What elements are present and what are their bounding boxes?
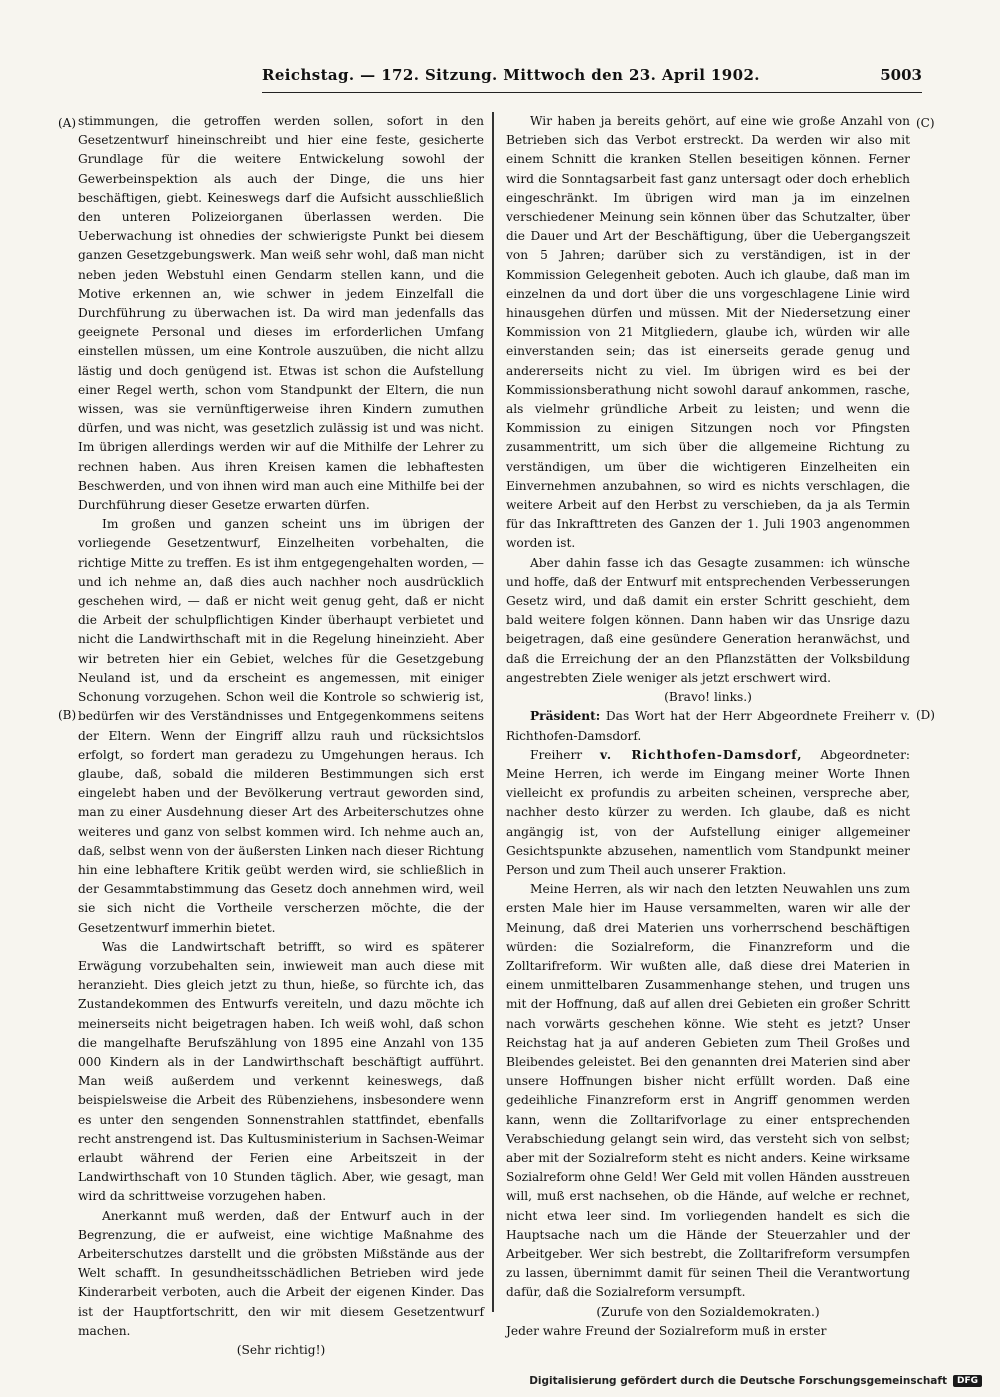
page-number: 5003 [880, 66, 922, 84]
speaker-name: v. Richthofen-Damsdorf, [600, 747, 803, 762]
left-paragraph-1: stimmungen, die getroffen werden sollen, sofort in den Gesetzentwurf hineinschreibt und hier eine feste, gesicherte Grundlage für die weitere Entwickelung sowohl der Gewerbeinspektion als auch der Dinge, die uns hier beschäftigen, giebt. Keineswegs darf die Aufsicht ausschließlich den unteren Polizeiorganen überlassen werden. Die Ueberwachung ist ohnedies der schwierigste Punkt bei diesem ganzen Gesetzgebungswerk. Man weiß sehr wohl, daß man nicht neben jeden Webstuhl einen Gendarm stellen kann, und die Motive erkennen an, wie schwer in jedem Einzelfall die Durchführung zu überwachen ist. Da wird man jedenfalls das geeignete Personal und dieses im erforderlichen Umfang einstellen müssen, um eine Kontrole auszuüben, die nicht allzu lästig und doch genügend ist. Etwas ist schon die Aufstellung einer Regel werth, schon vom Standpunkt der Eltern, die nun wissen, was sie vernünftigerweise ihren Kindern zumuthen dürfen, und was nicht, was gesetzlich zulässig ist und was nicht. Im übrigen allerdings werden wir auf die Mithilfe der Lehrer zu rechnen haben. Aus ihren Kreisen kamen die lebhaftesten Beschwerden, und von ihnen wird man auch eine Mithilfe bei der Durchführung dieser Gesetze erwarten dürfen. [78, 114, 484, 513]
left-paragraph-3: Was die Landwirtschaft betrifft, so wird es späterer Erwägung vorzubehalten sein, inwieweit man auch diese mit heranzieht. Dies gleich jetzt zu thun, hieße, so fürchte ich, das Zustandekommen des Entwurfs vereiteln, und dazu möchte ich meinerseits nicht beigetragen haben. Ich weiß wohl, daß schon die mangelhafte Berufszählung von 1895 eine Anzahl von 135 000 Kindern als in der Landwirthschaft beschäftigt aufführt. Man weiß außerdem und verkennt keineswegs, daß beispielsweise die Arbeit des Rübenziehens, insbesondere wenn es unter den sengenden Sonnenstrahlen stattfindet, ebenfalls recht anstrengend ist. Das Kultusministerium in Sachsen-Weimar erlaubt während der Ferien eine Arbeitszeit in der Landwirthschaft von 10 Stunden täglich. Aber, wie gesagt, man wird da schrittweise vorzugehen haben. [78, 939, 484, 1204]
president-label: Präsident: [530, 709, 601, 724]
right-column [506, 112, 910, 1341]
footer-text: Digitalisierung gefördert durch die Deutsche Forschungsgemeinschaft [529, 1375, 947, 1387]
right-paragraph-1: Wir haben ja bereits gehört, auf eine wie große Anzahl von Betrieben sich das Verbot erstreckt. Da werden wir also mit einem Schnitt die kranken Stellen beseitigen können. Ferner wird die Sonntagsarbeit fast ganz untersagt oder doch erheblich eingeschränkt. Im übrigen wird man ja im einzelnen verschiedener Meinung sein können über das Schutzalter, über die Dauer und Art der Beschäftigung, über die Uebergangszeit von 5 Jahren; darüber sich zu verständigen, ist in der Kommission Gelegenheit geboten. Auch ich glaube, daß man im einzelnen da und dort über die uns vorgeschlagene Linie wird hinausgehen dürfen und müssen. Mit der Niedersetzung einer Kommission von 21 Mitgliedern, glaube ich, würden wir alle einverstanden sein; das ist einerseits gerade genug und andererseits nicht zu viel. Im übrigen wird es bei der Kommissionsberathung nicht sowohl darauf ankommen, rasche, als vielmehr gründliche Arbeit zu leisten; und wenn die Kommission zu einigen Sitzungen noch vor Pfingsten zusammentritt, um sich über die allgemeine Richtung zu verständigen, um über die wichtigeren Einzelheiten ein Einvernehmen anzubahnen, so wird es nichts verschlagen, die weitere Arbeit auf den Herbst zu verschieben, da ja als Termin für das Inkrafttreten des Ganzen der 1. Juli 1903 angenommen worden ist. [506, 114, 910, 551]
right-paragraph-2: Aber dahin fasse ich das Gesagte zusammen: ich wünsche und hoffe, daß der Entwurf mit entsprechenden Verbesserungen Gesetz wird, und daß damit ein erster Schritt geschieht, dem bald weitere folgen können. Dann haben wir das Unsrige dazu beigetragen, daß eine gesündere Generation heranwächst, und daß die Erreichung der an den Pflanzstätten der Volksbildung angestrebten Ziele weniger als jetzt erschwert wird. [506, 555, 910, 685]
margin-marker-c: (C) [916, 116, 935, 130]
right-last-line: Jeder wahre Freund der Sozialreform muß in erster [506, 1323, 827, 1338]
right-paragraph-3: Meine Herren, als wir nach den letzten Neuwahlen uns zum ersten Male hier im Hause versammelten, waren wir alle der Meinung, daß drei Materien uns vorherrschend beschäftigen würden: die Sozialreform, die Finanzreform und die Zolltarifreform. Wir wußten alle, daß diese drei Materien in einem unmittelbaren Zusammenhange stehen, und trugen uns mit der Hoffnung, daß auf allen drei Gebieten ein großer Schritt nach vorwärts geschehen könne. Wie steht es jetzt? Unser Reichstag hat ja auf anderen Gebieten zum Theil Großes und Bleibendes geleistet. Bei den genannten drei Materien sind aber unsere Hoffnungen bisher nicht erfüllt worden. Daß eine gedeihliche Finanzreform erst in Angriff genommen werden kann, wenn die Zolltarifvorlage zu einer entsprechenden Verabschiedung gelangt sein wird, das versteht sich von selbst; aber mit der Sozialreform steht es nicht anders. Keine wirksame Sozialreform ohne Geld! Wer Geld mit vollen Händen ausstreuen will, muß erst nachsehen, ob die Hände, auf welche er rechnet, nicht etwa leer sind. Im vorliegenden handelt es sich die Hauptsache nach um die Hände der Steuerzahler und der Arbeitgeber. Wer sich bestrebt, die Zolltarifreform versumpfen zu lassen, übernimmt damit für seinen Theil die Verantwortung dafür, daß die Sozialreform versumpft. [506, 882, 910, 1300]
left-column [78, 112, 484, 1360]
speaker-paragraph [506, 746, 910, 880]
margin-marker-a: (A) [58, 116, 77, 130]
margin-marker-d: (D) [916, 708, 935, 722]
left-applause: (Sehr richtig!) [236, 1343, 326, 1357]
margin-marker-b: (B) [58, 708, 77, 722]
speaker-text: Abgeordneter: Meine Herren, ich werde im Eingang meiner Worte Ihnen vielleicht ex profundis zu arbeiten scheinen, verspreche aber, nachher desto kürzer zu werden. Ich glaube, daß es nicht angängig ist, von der Aufstellung einiger allgemeiner Gesichtspunkte abzusehen, namentlich vom Standpunkt meiner Person und zum Theil auch unserer Fraktion. [506, 747, 911, 877]
dfg-logo-icon: DFG [953, 1375, 982, 1387]
page-header [262, 66, 922, 93]
footer-credit [529, 1375, 982, 1387]
speaker-prefix: Freiherr [530, 747, 583, 762]
right-applause-1: (Bravo! links.) [664, 690, 752, 705]
column-divider [492, 112, 494, 1312]
left-paragraph-2: Im großen und ganzen scheint uns im übrigen der vorliegende Gesetzentwurf, Einzelheiten vorbehalten, die richtige Mitte zu treffen. Es ist ihm entgegengehalten worden, — und ich nehme an, daß dies auch nachher noch ausdrücklich geschehen wird, — daß er nicht weit genug geht, daß er nicht die Arbeit der schulpflichtigen Kinder überhaupt verbietet und nicht die Landwirthschaft mit in die Regelung hineinzieht. Aber wir betreten hier ein Gebiet, welches für die Gesetzgebung Neuland ist, und da erscheint es angemessen, mit einiger Schonung vorzugehen. Schon weil die Kontrole so schwierig ist, bedürfen wir des Verständnisses und Entgegenkommens seitens der Eltern. Wenn der Eingriff allzu rauh und rücksichtslos erfolgt, so fordert man geradezu zu Umgehungen heraus. Ich glaube, daß, sobald die milderen Bestimmungen sich erst eingelebt haben und der Bevölkerung vertraut geworden sind, man zu einer Ausdehnung dieser Art des Arbeiterschutzes ohne weiteres und ganz von selbst kommen wird. Ich nehme auch an, daß, selbst wenn von der äußersten Linken nach dieser Richtung hin eine lebhaftere Kritik geübt werden wird, sie schließlich in der Gesammtabstimmung das Gesetz doch annehmen wird, weil sie sich nicht die Vortheile verscherzen möchte, die der Gesetzentwurf immerhin bietet. [78, 517, 484, 935]
header-title: Reichstag. — 172. Sitzung. Mittwoch den 23. April 1902. [262, 66, 760, 84]
left-paragraph-4: Anerkannt muß werden, daß der Entwurf auch in der Begrenzung, die er aufweist, eine wichtige Maßnahme des Arbeiterschutzes darstellt und die gröbsten Mißstände aus der Welt schafft. In gesundheitsschädlichen Betrieben wird jede Kinderarbeit verboten, auch die Arbeit der eigenen Kinder. Das ist der Hauptfortschritt, den wir mit diesem Gesetzentwurf machen. [78, 1208, 484, 1338]
right-applause-2: (Zurufe von den Sozialdemokraten.) [596, 1304, 820, 1319]
president-text: Das Wort hat der Herr Abgeordnete Freiherr v. Richthofen-Damsdorf. [506, 709, 910, 743]
president-statement [506, 707, 910, 745]
